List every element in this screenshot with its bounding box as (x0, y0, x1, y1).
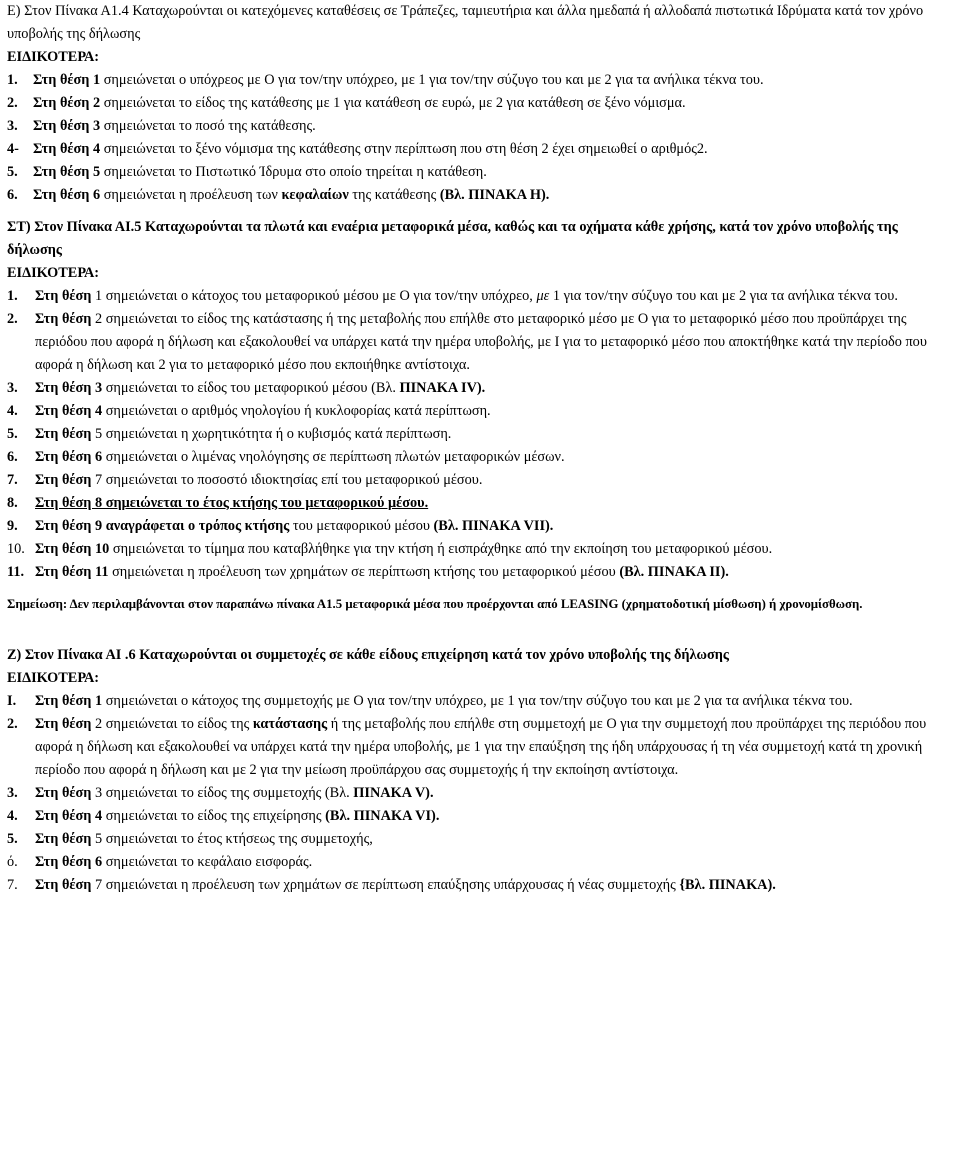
item-position-number: 1 (91, 288, 103, 304)
item-text (35, 469, 953, 492)
spacer (7, 614, 953, 644)
list-item (7, 561, 953, 584)
item-body: σημειώνεται το ξένο νόμισμα της κατάθεσης στην περίπτωση που στη θέση 2 έχει σημειωθεί ο αριθμός2. (100, 141, 708, 157)
item-number: 9. (7, 518, 18, 534)
item-number: I. (7, 693, 17, 709)
list-item (7, 138, 953, 161)
item-body: σημειώνεται η προέλευση των χρημάτων σε περίπτωση κτήσης του μεταφορικού μέσου (108, 564, 620, 580)
item-underlined-text: Στη θέση 8 σημειώνεται το έτος κτήσης του μεταφορικού μέσου. (35, 495, 429, 511)
item-position-label: Στη θέση 6 (33, 187, 101, 203)
section-st-note: Σημείωση: Δεν περιλαμβάνονται στον παραπάνω πίνακα Α1.5 μεταφορικά μέσα που προέρχονται από LEASING (χρηματοδοτική μίσθωση) ή χρονομίσθωση. (7, 597, 863, 611)
item-number: 4. (7, 808, 18, 824)
item-emphasis: κατάστασης (252, 716, 328, 732)
item-number: 8. (7, 495, 18, 511)
item-number: 1. (7, 288, 18, 304)
item-position-number: 2 (91, 311, 103, 327)
item-body: σημειώνεται το είδος της κατάθεσης με 1 για κατάθεση σε ευρώ, με 2 για κατάθεση σε ξένο νόμισμα. (100, 95, 686, 111)
item-number: 4. (7, 403, 18, 419)
section-e-subtitle: ΕΙΔΙΚΟΤΕΡΑ: (7, 49, 100, 65)
item-position-label: Στη θέση (35, 831, 92, 847)
item-text (35, 874, 953, 897)
item-number: ό. (7, 854, 18, 870)
list-item (7, 805, 953, 828)
item-body: του μεταφορικού μέσου (289, 518, 434, 534)
section-st-list (7, 285, 953, 584)
item-number: 11. (7, 564, 25, 580)
item-text (35, 561, 953, 584)
item-body: σημειώνεται το είδος της επιχείρησης (102, 808, 326, 824)
item-body: 7 σημειώνεται η προέλευση των χρημάτων σε περίπτωση επαύξησης υπάρχουσας ή νέας συμμετοχής (91, 877, 680, 893)
item-emphasis: κεφαλαίων (281, 187, 349, 203)
item-text (35, 805, 953, 828)
item-number: 3. (7, 118, 18, 134)
item-position-label: Στη θέση (35, 311, 92, 327)
list-item (7, 713, 953, 782)
item-body: σημειώνεται το είδος της κατάστασης ή της μεταβολής που επήλθε στο μεταφορικό μέσο με Ο για το μεταφορικό μέσο που προϋπάρχει της περιόδου που αφορά η δήλωση και εξακολουθεί να υπάρχει κατά την ημέρα υποβολής, με I για το μεταφορικό μέσο που αποκτήθηκε κατά την περίοδο που αφορά η δήλωση και 2 για το μεταφορικό μέσο που εκποιήθηκε αντίστοιχα. (35, 311, 927, 373)
item-body: σημειώνεται το Πιστωτικό Ίδρυμα στο οποίο τηρείται η κατάθεση. (100, 164, 487, 180)
section-e-title-lead: Ε) Στον Πίνακα Α1.4 (7, 3, 129, 19)
item-position-label: Στη θέση 3 (33, 118, 101, 134)
item-position-label: Στη θέση (35, 785, 92, 801)
item-text (35, 423, 953, 446)
item-body: σημειώνεται ο υπόχρεος με Ο για τον/την υπόχρεο, με 1 για τον/την σύζυγο του και με 2 για τα ανήλικα τέκνα του. (100, 72, 764, 88)
item-italic: με (536, 288, 550, 304)
item-position-label: Στη θέση (35, 426, 92, 442)
section-st (7, 216, 953, 614)
item-position-label: Στη θέση 9 αναγράφεται ο τρόπος κτήσης (35, 518, 290, 534)
item-body-tail: της κατάθεσης (348, 187, 440, 203)
item-reference: (Βλ. ΠΙΝΑΚΑ VII). (433, 518, 554, 534)
item-number: 4- (7, 141, 19, 157)
list-item (7, 828, 953, 851)
item-position-label: Στη θέση 5 (33, 164, 101, 180)
item-number: 6. (7, 449, 18, 465)
list-item (7, 69, 953, 92)
item-position-label: Στη θέση (35, 877, 92, 893)
section-z-list (7, 690, 953, 897)
item-text (35, 851, 953, 874)
item-position-label: Στη θέση 10 (35, 541, 110, 557)
item-body: 2 σημειώνεται το είδος της (91, 716, 253, 732)
item-body: σημειώνεται ο αριθμός νηολογίου ή κυκλοφορίας κατά περίπτωση. (102, 403, 491, 419)
item-body: 3 σημειώνεται το είδος της συμμετοχής (Βλ. (91, 785, 354, 801)
item-text (35, 713, 953, 782)
item-number: 2. (7, 311, 18, 327)
section-z-subtitle: ΕΙΔΙΚΟΤΕΡΑ: (7, 670, 100, 686)
spacer (7, 207, 953, 216)
item-number: 5. (7, 831, 18, 847)
item-position-label: Στη θέση 4 (35, 403, 103, 419)
item-reference: (Βλ. ΠΙΝΑΚΑ VI). (325, 808, 440, 824)
item-text (33, 138, 953, 161)
section-st-title: ΣΤ) Στον Πίνακα ΑΙ.5 Καταχωρούνται τα πλωτά και εναέρια μεταφορικά μέσα, καθώς και τα οχήματα κάθε χρήσης, κατά τον χρόνο υποβολής της δήλωσης (7, 219, 898, 258)
item-text (35, 828, 953, 851)
item-number: 7. (7, 877, 18, 893)
item-reference: ΠΙΝΑΚΑ IV). (399, 380, 486, 396)
section-e-title-text: Καταχωρούνται οι κατεχόμενες καταθέσεις σε Τράπεζες, ταμιευτήρια και άλλα ημεδαπά ή αλλοδαπά πιστωτικά Ιδρύματα κατά τον χρόνο υποβολής της δήλωσης (7, 3, 924, 42)
item-text (33, 92, 953, 115)
item-position-label: Στη θέση (35, 472, 92, 488)
item-position-label: Στη θέση 2 (33, 95, 101, 111)
list-item (7, 538, 953, 561)
list-item (7, 492, 953, 515)
item-text (33, 69, 953, 92)
item-text (35, 690, 953, 713)
item-text (35, 782, 953, 805)
section-z (7, 644, 953, 897)
item-position-label: Στη θέση 4 (35, 808, 103, 824)
item-text (35, 308, 953, 377)
item-body: 7 σημειώνεται το ποσοστό ιδιοκτησίας επί του μεταφορικού μέσου. (91, 472, 483, 488)
item-body: 5 σημειώνεται η χωρητικότητα ή ο κυβισμός κατά περίπτωση. (91, 426, 452, 442)
item-body-tail: 1 για τον/την σύζυγο του και με 2 για τα ανήλικα τέκνα του. (549, 288, 898, 304)
section-st-subtitle: ΕΙΔΙΚΟΤΕΡΑ: (7, 265, 100, 281)
item-body: σημειώνεται το ποσό της κατάθεσης. (100, 118, 316, 134)
item-number: 5. (7, 426, 18, 442)
item-body: σημειώνεται το είδος του μεταφορικού μέσου (Βλ. (102, 380, 400, 396)
section-e-title (7, 0, 953, 46)
item-text (35, 285, 953, 308)
item-position-label: Στη θέση 6 (35, 854, 103, 870)
list-item (7, 377, 953, 400)
item-number: 3. (7, 785, 18, 801)
item-number: 7. (7, 472, 18, 488)
item-body: σημειώνεται το τίμημα που καταβλήθηκε για την κτήση ή εισπράχθηκε από την εκποίηση του μεταφορικού μέσου. (109, 541, 773, 557)
item-text (33, 184, 953, 207)
list-item (7, 690, 953, 713)
item-position-label: Στη θέση 1 (35, 693, 103, 709)
list-item (7, 423, 953, 446)
section-e (7, 0, 953, 207)
item-text (33, 115, 953, 138)
item-text (35, 492, 953, 515)
item-position-label: Στη θέση 11 (35, 564, 109, 580)
item-body: σημειώνεται το κεφάλαιο εισφοράς. (102, 854, 313, 870)
item-number: 3. (7, 380, 18, 396)
list-item (7, 115, 953, 138)
item-text (35, 446, 953, 469)
item-text (35, 377, 953, 400)
item-number: 1. (7, 72, 18, 88)
item-body: σημειώνεται ο κάτοχος της συμμετοχής με Ο για τον/την υπόχρεο, με 1 για τον/την σύζυγο του και με 2 για τα ανήλικα τέκνα του. (102, 693, 853, 709)
item-reference: (Βλ. ΠΙΝΑΚΑ Η). (439, 187, 550, 203)
item-text (35, 538, 953, 561)
item-number: 2. (7, 95, 18, 111)
item-reference: (Βλ. ΠΙΝΑΚΑ II). (619, 564, 729, 580)
item-reference: {Βλ. ΠΙΝΑΚΑ). (679, 877, 776, 893)
item-reference: ΠΙΝΑΚΑ V). (353, 785, 434, 801)
list-item (7, 874, 953, 897)
item-body: 5 σημειώνεται το έτος κτήσεως της συμμετοχής, (91, 831, 373, 847)
item-number: 5. (7, 164, 18, 180)
list-item (7, 285, 953, 308)
item-position-label: Στη θέση 1 (33, 72, 101, 88)
section-z-title: Ζ) Στον Πίνακα ΑΙ .6 Καταχωρούνται οι συμμετοχές σε κάθε είδους επιχείρηση κατά τον χρόνο υποβολής της δήλωσης (7, 647, 729, 663)
item-position-label: Στη θέση 6 (35, 449, 103, 465)
item-body: σημειώνεται η προέλευση των (100, 187, 282, 203)
list-item (7, 308, 953, 377)
item-position-label: Στη θέση 3 (35, 380, 103, 396)
item-number: 2. (7, 716, 18, 732)
item-number: 10. (7, 541, 25, 557)
list-item (7, 782, 953, 805)
list-item (7, 851, 953, 874)
list-item (7, 446, 953, 469)
list-item (7, 184, 953, 207)
item-text (33, 161, 953, 184)
list-item (7, 400, 953, 423)
item-body-tail: ή της μεταβολής που επήλθε στη συμμετοχή με Ο για την συμμετοχή που προϋπάρχει της περιόδου που αφορά η δήλωση και εξακολουθεί να υπάρχει κατά την ημέρα υποβολής, με 1 για την επαύξηση της ήδη υπάρχουσας ή τη νέα συμμετοχή κατά τη χρονική περίοδο που αφορά η δήλωση και με 2 για την μείωση προϋπάρχου σας συμμετοχής ή την εκποίηση αντίστοιχα. (35, 716, 927, 778)
item-body: σημειώνεται ο κάτοχος του μεταφορικού μέσου με Ο για τον/την υπόχρεο, (102, 288, 537, 304)
item-position-label: Στη θέση (35, 288, 92, 304)
list-item (7, 515, 953, 538)
item-number: 6. (7, 187, 18, 203)
item-text (35, 515, 953, 538)
item-position-label: Στη θέση 4 (33, 141, 101, 157)
list-item (7, 92, 953, 115)
item-body: σημειώνεται ο λιμένας νηολόγησης σε περίπτωση πλωτών μεταφορικών μέσων. (102, 449, 565, 465)
list-item (7, 161, 953, 184)
section-e-list (7, 69, 953, 207)
list-item (7, 469, 953, 492)
item-position-label: Στη θέση (35, 716, 92, 732)
item-text (35, 400, 953, 423)
